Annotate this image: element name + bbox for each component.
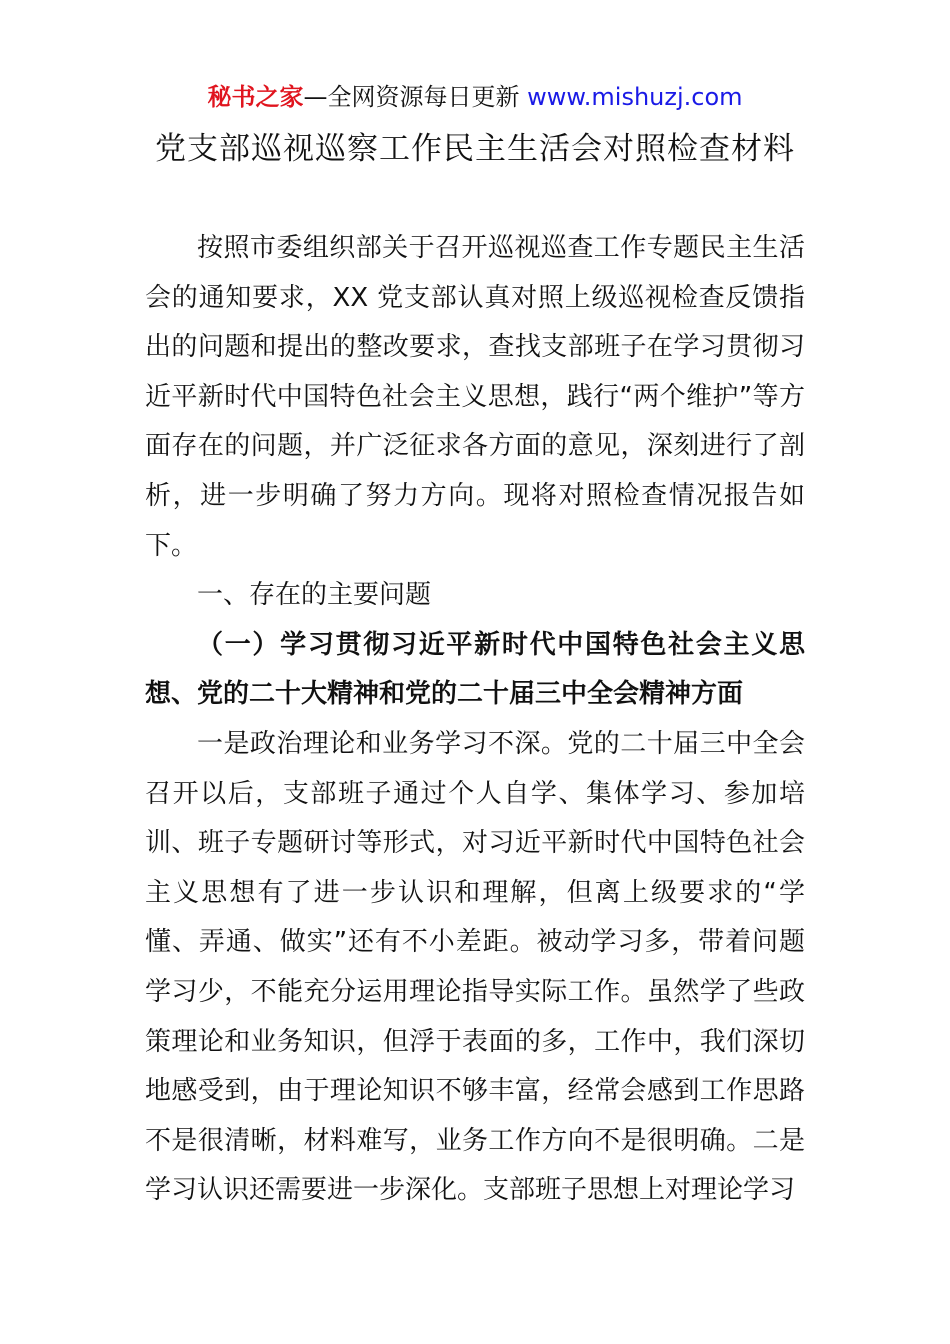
subsection-heading: （一）学习贯彻习近平新时代中国特色社会主义思想、党的二十大精神和党的二十届三中全会精神方面 xyxy=(145,629,805,710)
site-brand: 秘书之家 xyxy=(207,83,304,111)
site-url-link[interactable]: www.mishuzj.com xyxy=(527,83,743,111)
intro-paragraph: 按照市委组织部关于召开巡视巡查工作专题民主生活会的通知要求，XX 党支部认真对照上级巡视检查反馈指出的问题和提出的整改要求，查找支部班子在学习贯彻习近平新时代中国特色社会主义思想，践行“两个维护”等方面存在的问题，并广泛征求各方面的意见，深刻进行了剖析，进一步明确了努力方向。现将对照检查情况报告如下。 xyxy=(145,233,805,561)
body-paragraph: 一是政治理论和业务学习不深。党的二十届三中全会召开以后，支部班子通过个人自学、集体学习、参加培训、班子专题研讨等形式，对习近平新时代中国特色社会主义思想有了进一步认识和理解，但离上级要求的“学懂、弄通、做实”还有不小差距。被动学习多，带着问题学习少，不能充分运用理论指导实际工作。虽然学了些政策理论和业务知识，但浮于表面的多，工作中，我们深切地感受到，由于理论知识不够丰富，经常会感到工作思路不是很清晰，材料难写，业务工作方向不是很明确。二是学习认识还需要进一步深化。支部班子思想上对理论学习 xyxy=(145,728,805,1206)
site-tagline: —全网资源每日更新 xyxy=(303,83,528,111)
document-title: 党支部巡视巡察工作民主生活会对照检查材料 xyxy=(155,131,795,167)
document-body xyxy=(145,224,805,1216)
section-heading: 一、存在的主要问题 xyxy=(197,580,432,611)
site-banner xyxy=(0,80,950,114)
